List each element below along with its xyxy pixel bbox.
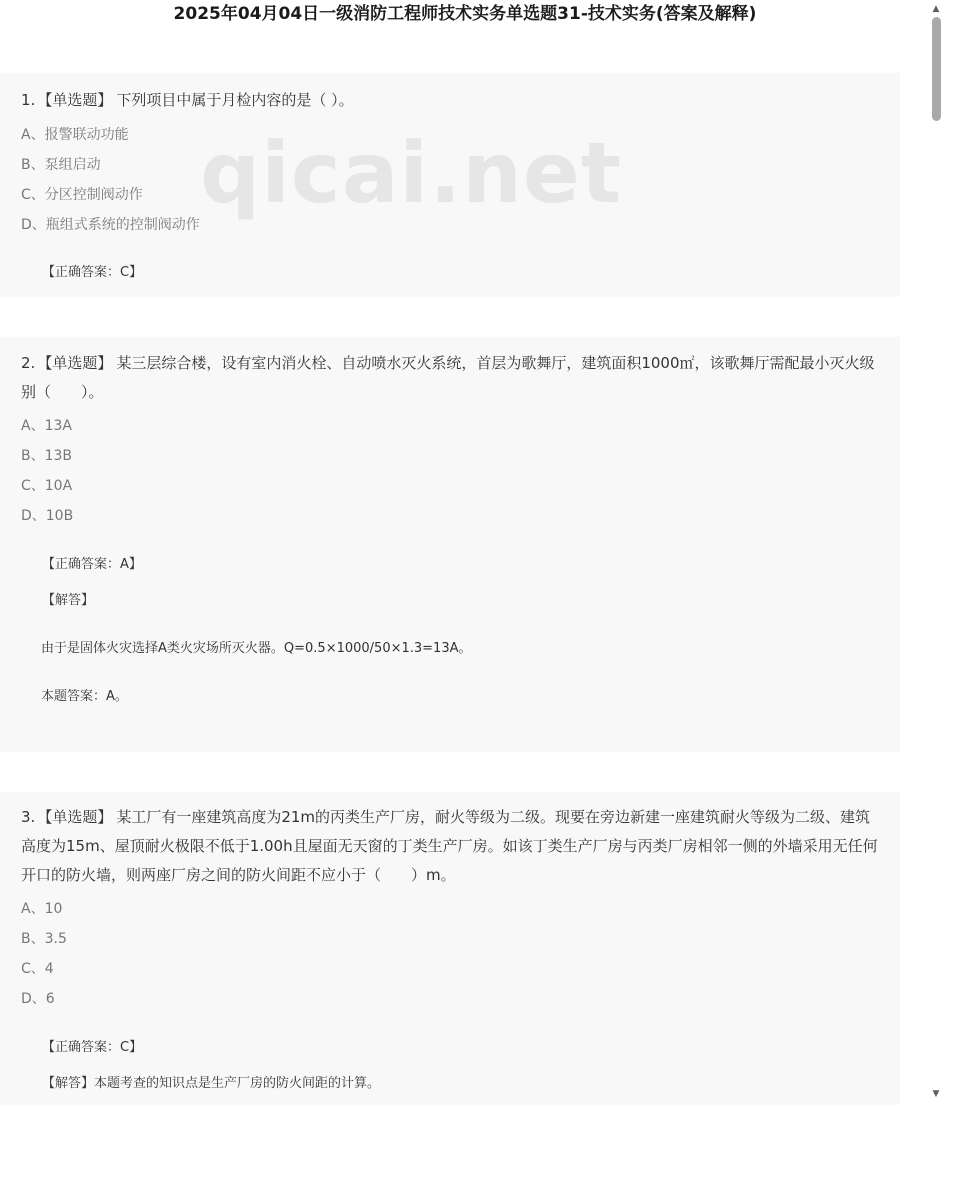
scrollbar-thumb[interactable]: [932, 17, 941, 121]
explanation-text: 由于是固体火灾选择A类火灾场所灭火器。Q=0.5×1000/50×1.3=13A。: [41, 641, 472, 656]
option-a[interactable]: A、10: [21, 901, 63, 917]
question-stem: 某工厂有一座建筑高度为21m的丙类生产厂房，耐火等级为二级。现要在旁边新建一座建筑耐火等级为二级、建筑高度为15m、屋顶耐火极限不低于1.00h且屋面无天窗的丁类生产厂房。如该丁类生产厂房与丙类厂房相邻一侧的外墙采用无任何开口的防火墙，则两座厂房之间的防火间距不应小于（ ）m。: [21, 808, 878, 884]
option-b[interactable]: B、泵组启动: [21, 157, 101, 173]
question-number: 3.: [21, 808, 36, 826]
correct-answer: 【正确答案：C】: [42, 1040, 143, 1055]
option-d[interactable]: D、10B: [21, 508, 74, 524]
option-d[interactable]: D、6: [21, 991, 55, 1007]
option-c[interactable]: C、4: [21, 961, 54, 977]
option-a[interactable]: A、报警联动功能: [21, 127, 129, 143]
question-stem: 下列项目中属于月检内容的是（ ）。: [116, 91, 354, 109]
question-text: [21, 803, 885, 890]
explanation-label: 【解答】: [42, 593, 95, 608]
explanation-label: 【解答】: [42, 1076, 95, 1091]
question-text: [21, 349, 885, 407]
watermark: qicai.net: [200, 124, 623, 222]
question-type: 【单选题】: [37, 354, 113, 372]
option-a[interactable]: A、13A: [21, 418, 72, 434]
question-number: 1.: [21, 91, 36, 109]
correct-answer: 【正确答案：C】: [42, 265, 143, 280]
explanation-text: 本题考查的知识点是生产厂房的防火间距的计算。: [94, 1076, 381, 1091]
question-stem: 某三层综合楼，设有室内消火栓、自动喷水灭火系统，首层为歌舞厅，建筑面积1000㎡，该歌舞厅需配最小灭火级别（ ）。: [21, 354, 875, 401]
option-b[interactable]: B、13B: [21, 448, 73, 464]
conclusion-text: 本题答案：A。: [41, 689, 128, 704]
page-title: 2025年04月04日一级消防工程师技术实务单选题31-技术实务(答案及解释): [173, 4, 757, 24]
option-b[interactable]: B、3.5: [21, 931, 67, 947]
triangle-down-icon[interactable]: ▼: [932, 1089, 940, 1099]
explanation: [42, 1075, 380, 1093]
correct-answer: 【正确答案：A】: [42, 557, 142, 572]
question-card-2: [0, 337, 900, 752]
vertical-scrollbar[interactable]: [928, 0, 944, 1104]
option-c[interactable]: C、10A: [21, 478, 73, 494]
question-card-1: [0, 73, 900, 297]
question-card-3: [0, 792, 900, 1105]
question-number: 2.: [21, 354, 36, 372]
question-type: 【单选题】: [37, 808, 113, 826]
triangle-up-icon[interactable]: ▲: [932, 4, 940, 14]
option-c[interactable]: C、分区控制阀动作: [21, 187, 143, 203]
option-d[interactable]: D、瓶组式系统的控制阀动作: [21, 217, 200, 233]
question-type: 【单选题】: [37, 91, 113, 109]
question-text: [21, 86, 885, 115]
